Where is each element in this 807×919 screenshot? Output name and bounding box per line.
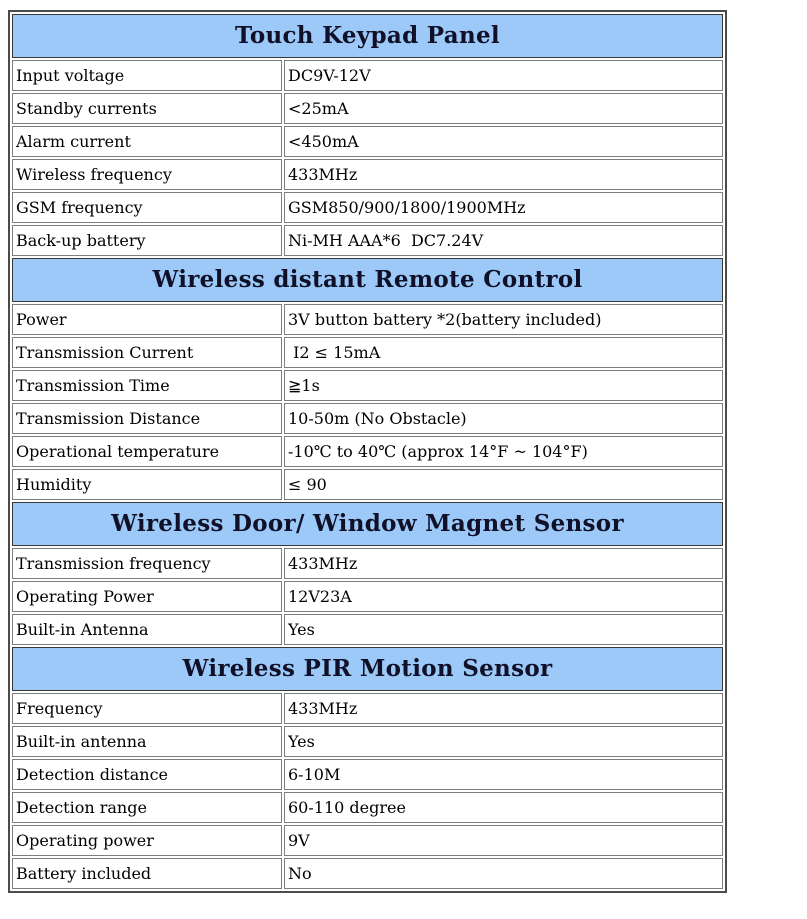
spec-value: No — [284, 858, 723, 889]
spec-value: 433MHz — [284, 159, 723, 190]
table-row — [12, 825, 723, 856]
section-title-touch-keypad-panel: Touch Keypad Panel — [12, 14, 723, 58]
spec-label: Built-in antenna — [12, 726, 282, 757]
table-row — [12, 225, 723, 256]
spec-label: Humidity — [12, 469, 282, 500]
table-row — [12, 370, 723, 401]
spec-table — [8, 10, 727, 893]
spec-value: Yes — [284, 614, 723, 645]
spec-value: ≧1s — [284, 370, 723, 401]
table-row — [12, 93, 723, 124]
spec-value: I2 ≤ 15mA — [284, 337, 723, 368]
spec-label: Operating power — [12, 825, 282, 856]
spec-label: Frequency — [12, 693, 282, 724]
spec-label: Standby currents — [12, 93, 282, 124]
table-row — [12, 60, 723, 91]
spec-value: Ni-MH AAA*6 DC7.24V — [284, 225, 723, 256]
spec-label: Transmission Current — [12, 337, 282, 368]
spec-label: Transmission Distance — [12, 403, 282, 434]
spec-label: Alarm current — [12, 126, 282, 157]
spec-value: -10℃ to 40℃ (approx 14°F ~ 104°F) — [284, 436, 723, 467]
spec-value: GSM850/900/1800/1900MHz — [284, 192, 723, 223]
spec-label: Battery included — [12, 858, 282, 889]
section-title-door-window-magnet-sensor: Wireless Door/ Window Magnet Sensor — [12, 502, 723, 546]
spec-label: Detection distance — [12, 759, 282, 790]
table-row — [12, 614, 723, 645]
table-row — [12, 337, 723, 368]
section-header-row — [12, 647, 723, 691]
spec-value: <450mA — [284, 126, 723, 157]
spec-value: 60-110 degree — [284, 792, 723, 823]
spec-label: Operational temperature — [12, 436, 282, 467]
table-row — [12, 792, 723, 823]
section-header-row — [12, 14, 723, 58]
table-row — [12, 469, 723, 500]
spec-value: 9V — [284, 825, 723, 856]
spec-value: ≤ 90 — [284, 469, 723, 500]
section-title-wireless-remote-control: Wireless distant Remote Control — [12, 258, 723, 302]
spec-value: 3V button battery *2(battery included) — [284, 304, 723, 335]
spec-label: GSM frequency — [12, 192, 282, 223]
table-row — [12, 436, 723, 467]
spec-value: 6-10M — [284, 759, 723, 790]
table-row — [12, 693, 723, 724]
spec-label: Built-in Antenna — [12, 614, 282, 645]
spec-label: Detection range — [12, 792, 282, 823]
spec-label: Back-up battery — [12, 225, 282, 256]
spec-value: 433MHz — [284, 548, 723, 579]
spec-label: Operating Power — [12, 581, 282, 612]
table-row — [12, 759, 723, 790]
table-row — [12, 403, 723, 434]
table-row — [12, 858, 723, 889]
table-row — [12, 581, 723, 612]
spec-value: 12V23A — [284, 581, 723, 612]
table-row — [12, 126, 723, 157]
table-row — [12, 548, 723, 579]
table-row — [12, 304, 723, 335]
spec-label: Input voltage — [12, 60, 282, 91]
spec-value: 433MHz — [284, 693, 723, 724]
spec-label: Wireless frequency — [12, 159, 282, 190]
section-title-pir-motion-sensor: Wireless PIR Motion Sensor — [12, 647, 723, 691]
table-row — [12, 159, 723, 190]
section-header-row — [12, 502, 723, 546]
spec-label: Power — [12, 304, 282, 335]
spec-value: <25mA — [284, 93, 723, 124]
table-row — [12, 726, 723, 757]
spec-value: DC9V-12V — [284, 60, 723, 91]
spec-label: Transmission Time — [12, 370, 282, 401]
table-row — [12, 192, 723, 223]
spec-label: Transmission frequency — [12, 548, 282, 579]
section-header-row — [12, 258, 723, 302]
spec-value: Yes — [284, 726, 723, 757]
spec-value: 10-50m (No Obstacle) — [284, 403, 723, 434]
